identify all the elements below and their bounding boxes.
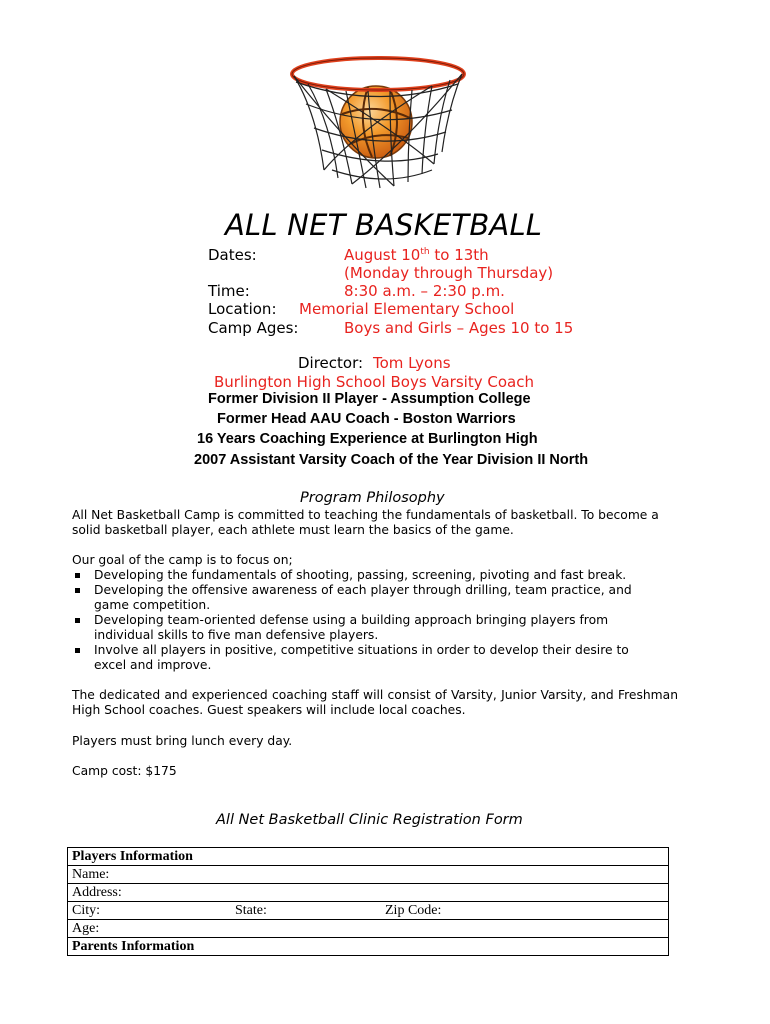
zip-label: Zip Code: <box>385 903 442 918</box>
credential-line: Former Division II Player - Assumption College <box>208 391 531 407</box>
time-value: 8:30 a.m. – 2:30 p.m. <box>344 282 505 300</box>
credential-line: 16 Years Coaching Experience at Burlington High <box>197 431 538 447</box>
age-field[interactable] <box>68 920 669 938</box>
goals-list <box>72 568 662 673</box>
philosophy-heading: Program Philosophy <box>300 490 445 506</box>
goal-item: Developing team-oriented defense using a building approach bringing players from individual skills to five man defensive players. <box>72 613 662 643</box>
name-label: Name: <box>72 867 110 882</box>
goal-item: Involve all players in positive, competitive situations in order to develop their desire to excel and improve. <box>72 643 662 673</box>
parents-header: Parents Information <box>68 938 669 956</box>
address-label: Address: <box>72 885 122 900</box>
address-field[interactable] <box>68 884 669 902</box>
name-field[interactable] <box>68 866 669 884</box>
dates-value: August 10th to 13th <box>344 246 489 264</box>
staff-paragraph: The dedicated and experienced coaching staff will consist of Varsity, Junior Varsity, and Freshman High School coaches. Guest speakers will include local coaches. <box>72 688 678 717</box>
director-name: Tom Lyons <box>373 354 451 372</box>
state-label: State: <box>235 903 267 918</box>
camp-cost: Camp cost: $175 <box>72 764 177 778</box>
goal-item: Developing the fundamentals of shooting, passing, screening, pivoting and fast break. <box>72 568 662 583</box>
goal-item: Developing the offensive awareness of each player through drilling, team practice, and game competition. <box>72 583 662 613</box>
dates-sub: (Monday through Thursday) <box>344 264 554 282</box>
credential-line: 2007 Assistant Varsity Coach of the Year Division II North <box>194 452 589 468</box>
director-role: Burlington High School Boys Varsity Coach <box>214 373 534 391</box>
registration-table <box>67 847 669 956</box>
ages-value: Boys and Girls – Ages 10 to 15 <box>344 319 574 337</box>
ages-label: Camp Ages: <box>208 319 299 337</box>
goals-lead: Our goal of the camp is to focus on; <box>72 553 293 567</box>
page-title: ALL NET BASKETBALL <box>225 208 543 242</box>
location-value: Memorial Elementary School <box>299 300 515 318</box>
city-state-zip-row[interactable] <box>68 902 669 920</box>
philosophy-intro: All Net Basketball Camp is committed to teaching the fundamentals of basketball. To become a solid basketball player, each athlete must learn the basics of the game. <box>72 508 659 537</box>
director-label: Director: <box>298 354 364 372</box>
players-header: Players Information <box>68 848 669 866</box>
dates-label: Dates: <box>208 246 257 264</box>
lunch-note: Players must bring lunch every day. <box>72 734 293 748</box>
basketball-hoop-icon <box>286 52 470 192</box>
city-label: City: <box>72 903 101 918</box>
location-label: Location: <box>208 300 277 318</box>
age-label: Age: <box>72 921 100 936</box>
form-heading: All Net Basketball Clinic Registration Form <box>216 812 523 828</box>
credential-line: Former Head AAU Coach - Boston Warriors <box>217 411 516 427</box>
time-label: Time: <box>208 282 250 300</box>
